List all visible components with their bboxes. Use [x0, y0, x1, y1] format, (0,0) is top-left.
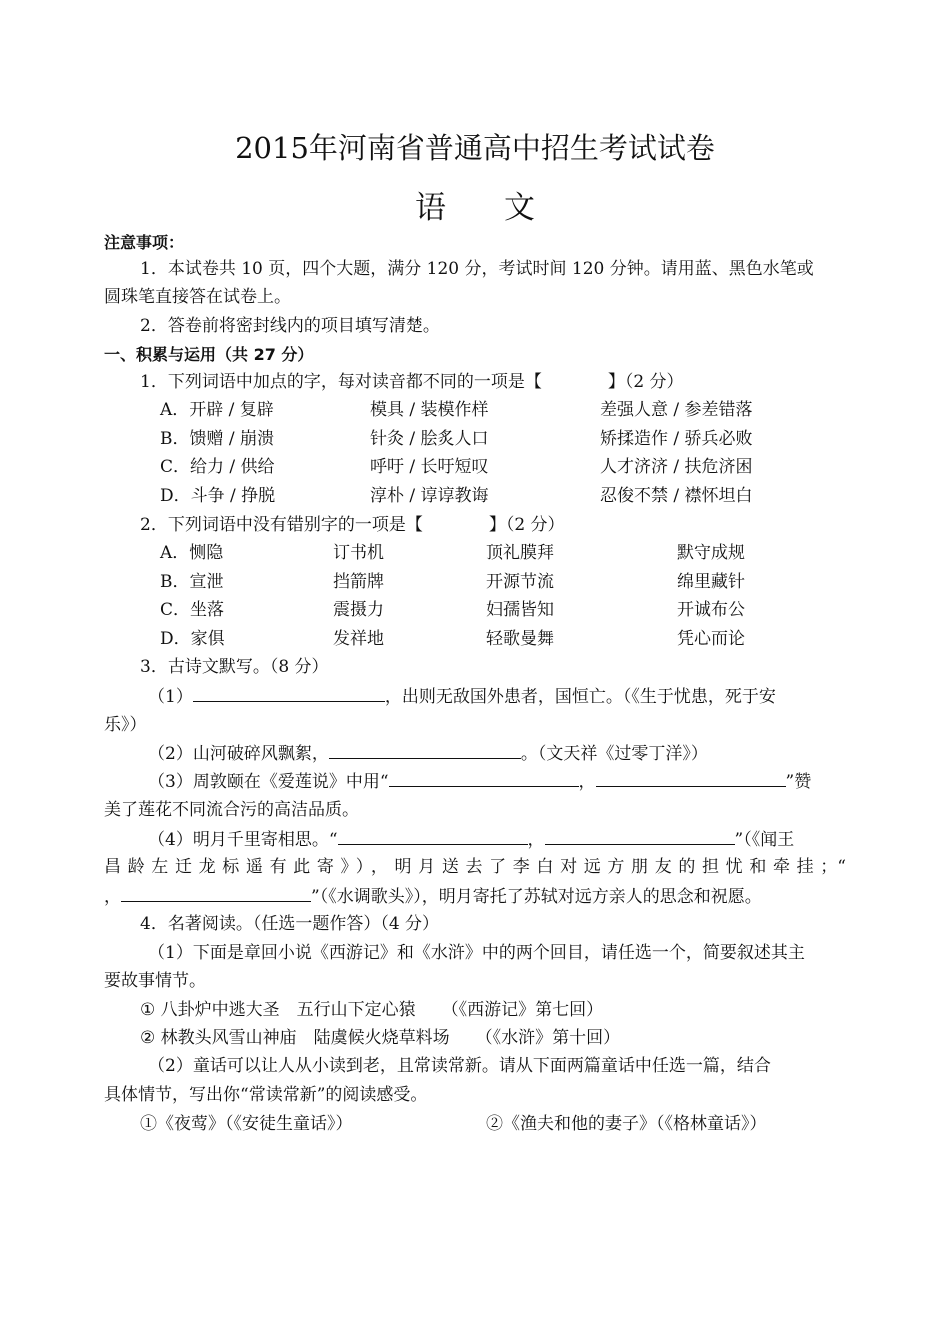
q4-chapter-1-source: （《西游记》第七回）: [441, 1000, 604, 1020]
q3-part-4-text: （4）明月千里寄相思。“: [148, 830, 338, 850]
q2-score: 】（2 分）: [488, 515, 565, 535]
q1-stem-text: 1．下列词语中加点的字，每对读音都不同的一项是【: [140, 372, 542, 392]
notice-item-2: 2．答卷前将密封线内的项目填写清楚。: [140, 316, 440, 336]
q2-option-a-d: 默守成规: [677, 543, 745, 563]
q3-blank-7[interactable]: [121, 883, 311, 902]
q1-option-d: D．斗争 / 挣脱: [160, 486, 276, 506]
q3-part-3: [148, 768, 811, 795]
notice-item-1-cont: 圆珠笔直接答在试卷上。: [104, 287, 291, 307]
q3-part-2-text: （2）山河破碎风飘絮，: [148, 744, 329, 764]
q4-chapter-1: [140, 997, 603, 1023]
q1-option-a-c: 差强人意 / 参差错落: [600, 400, 753, 420]
q2-stem: [140, 512, 565, 538]
q3-blank-5[interactable]: [338, 826, 528, 845]
q3-part-3-end: ”赞: [785, 772, 812, 792]
q1-option-d-c: 忍俊不禁 / 襟怀坦白: [600, 486, 753, 506]
q4-story-1: ①《夜莺》（《安徒生童话》）: [140, 1114, 353, 1134]
q3-blank-6[interactable]: [545, 826, 735, 845]
q1-option-c-c: 人才济济 / 扶危济困: [600, 457, 753, 477]
q3-part-2-source: 。（文天祥《过零丁洋》）: [520, 744, 708, 764]
q2-option-c-b: 震摄力: [333, 600, 384, 620]
q1-option-b: B．馈赠 / 崩溃: [160, 429, 275, 449]
q3-blank-3[interactable]: [389, 768, 579, 787]
q2-option-a: A．恻隐: [160, 543, 224, 563]
q2-option-d: D．家俱: [160, 629, 225, 649]
q1-option-d-b: 淳朴 / 谆谆教诲: [370, 486, 489, 506]
q2-option-a-c: 顶礼膜拜: [486, 543, 554, 563]
q4-story-2: ②《渔夫和他的妻子》（《格林童话》）: [486, 1114, 767, 1134]
q4-chapter-2-title: ② 林教头风雪山神庙 陆虞候火烧草料场: [140, 1028, 450, 1048]
q2-option-d-c: 轻歌曼舞: [486, 629, 554, 649]
section-1-heading: 一、积累与运用（共 27 分）: [104, 345, 314, 364]
q1-option-b-c: 矫揉造作 / 骄兵必败: [600, 429, 753, 449]
q3-part-4-end: ”（《水调歌头》），明月寄托了苏轼对远方亲人的思念和祝愿。: [311, 887, 762, 907]
q3-part-4-comma-2: ，: [104, 887, 121, 907]
q2-option-c: C．坐落: [160, 600, 225, 620]
q4-chapter-1-title: ① 八卦炉中逃大圣 五行山下定心猿: [140, 1000, 416, 1020]
q3-part-4-cont-2: [104, 883, 762, 910]
q3-part-1-text: ，出则无敌国外患者，国恒亡。（《生于忧患，死于安: [384, 687, 776, 707]
q2-option-b-c: 开源节流: [486, 572, 554, 592]
q3-part-1-label: （1）: [148, 687, 193, 707]
q3-part-4: [148, 826, 794, 853]
q2-option-c-c: 妇孺皆知: [486, 600, 554, 620]
q1-stem: [140, 369, 684, 395]
q1-option-c-b: 呼吁 / 长吁短叹: [370, 457, 489, 477]
q3-part-2: [148, 740, 708, 767]
q2-option-b: B．宣泄: [160, 572, 224, 592]
q3-part-3-cont: 美了莲花不同流合污的高洁品质。: [104, 800, 359, 820]
q4-part-1: （1）下面是章回小说《西游记》和《水浒》中的两个回目，请任选一个，简要叙述其主: [148, 943, 805, 963]
notice-item-1: 1．本试卷共 10 页，四个大题，满分 120 分，考试时间 120 分钟。请用蓝、黑色水笔或: [140, 259, 814, 279]
q2-option-d-d: 凭心而论: [677, 629, 745, 649]
q3-stem: 3．古诗文默写。（8 分）: [140, 657, 329, 677]
q3-part-4-cont: 昌龄左迁龙标遥有此寄》），明月送去了李白对远方朋友的担忧和牵挂；“: [104, 857, 846, 877]
q1-option-b-b: 针灸 / 脍炙人口: [370, 429, 489, 449]
q2-stem-text: 2．下列词语中没有错别字的一项是【: [140, 515, 423, 535]
q4-chapter-2: [140, 1025, 620, 1051]
q3-part-1: [148, 683, 776, 710]
q3-part-4-source: ”（《闻王: [734, 830, 795, 850]
q2-option-b-d: 绵里藏针: [677, 572, 745, 592]
exam-title: 2015年河南省普通高中招生考试试卷: [235, 131, 715, 165]
q2-option-c-d: 开诚布公: [677, 600, 745, 620]
q3-blank-1[interactable]: [193, 683, 385, 702]
q2-option-b-b: 挡箭牌: [333, 572, 384, 592]
q1-option-c: C．给力 / 供给: [160, 457, 275, 477]
q1-option-a: A．开辟 / 复辟: [160, 400, 274, 420]
q2-option-a-b: 订书机: [333, 543, 384, 563]
q3-part-1-cont: 乐》）: [104, 715, 147, 735]
q2-option-d-b: 发祥地: [333, 629, 384, 649]
q4-part-2: （2）童话可以让人从小读到老，且常读常新。请从下面两篇童话中任选一篇，结合: [148, 1056, 771, 1076]
notice-heading: 注意事项：: [104, 233, 185, 252]
q3-part-4-comma: ，: [527, 830, 545, 850]
q4-part-1-cont: 要故事情节。: [104, 971, 206, 991]
q3-blank-4[interactable]: [596, 768, 786, 787]
q3-part-3-comma: ，: [578, 772, 596, 792]
q4-part-2-cont: 具体情节，写出你“常读常新”的阅读感受。: [104, 1085, 428, 1105]
q3-part-3-text: （3）周敦颐在《爱莲说》中用“: [148, 772, 389, 792]
q1-score: 】（2 分）: [607, 372, 684, 392]
exam-subject: 语文: [415, 190, 593, 226]
q1-option-a-b: 模具 / 装模作样: [370, 400, 489, 420]
q4-stem: 4．名著阅读。（任选一题作答）（4 分）: [140, 914, 440, 934]
q4-chapter-2-source: （《水浒》第十回）: [475, 1028, 621, 1048]
q3-blank-2[interactable]: [329, 740, 521, 759]
